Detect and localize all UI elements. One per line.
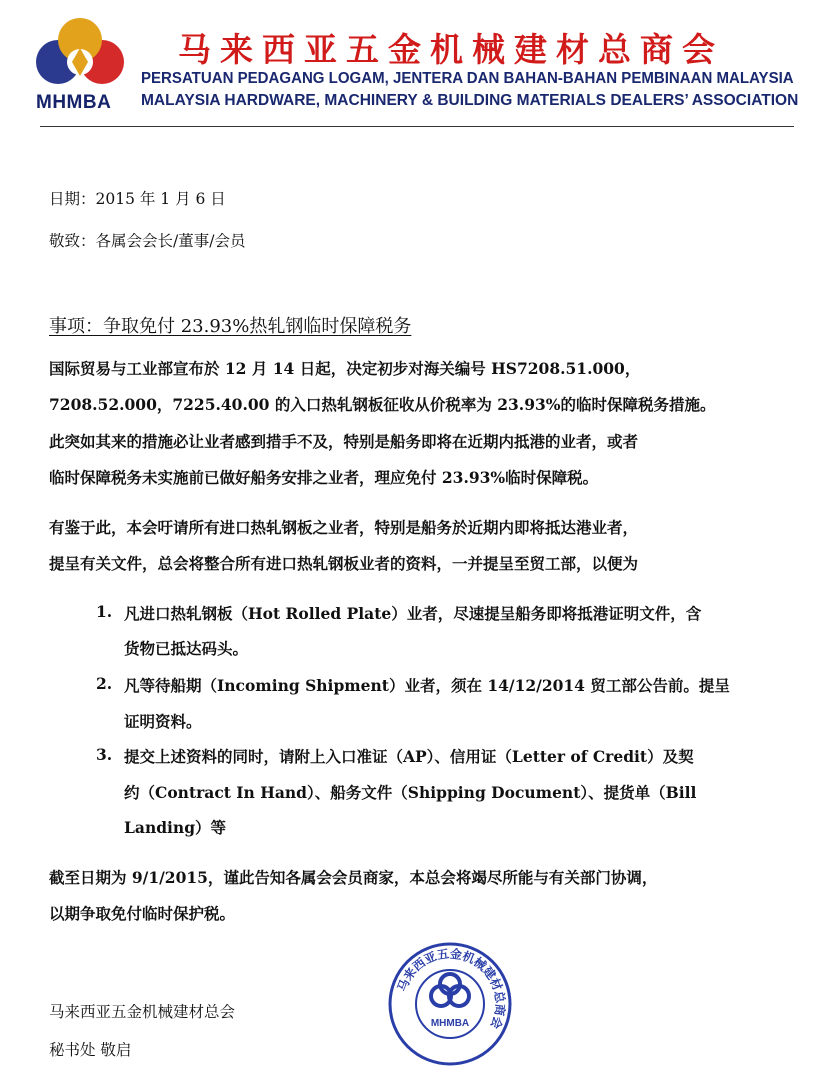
list-item-number: 2. (96, 674, 113, 693)
list-item-line: 提交上述资料的同时，请附上入口准证（AP）、信用证（Letter of Credit）及契 (124, 747, 694, 766)
association-name-chinese: 马来西亚五金机械建材总商会 (178, 30, 724, 69)
seal-ring-text: 马来西亚五金机械建材总商会 (394, 946, 508, 1031)
paragraph-2-line: 有鉴于此，本会吁请所有进口热轧钢板之业者，特别是船务於近期内即将抵达港业者， (49, 518, 639, 537)
list-item-number: 1. (96, 602, 113, 621)
paragraph-2-line: 提呈有关文件，总会将整合所有进口热轧钢板业者的资料，一并提呈至贸工部，以便为 (49, 554, 639, 573)
signature-department: 秘书处 敬启 (49, 1041, 132, 1059)
paragraph-1-line: 临时保障税务未实施前已做好船务安排之业者，理应免付 23.93%临时保障税。 (49, 468, 599, 487)
list-item-line: 凡等待船期（Incoming Shipment）业者，须在 14/12/2014 贸工部公告前。提呈 (124, 676, 730, 695)
list-item-line: 证明资料。 (124, 712, 202, 731)
subject-heading: 事项：争取免付 23.93%热轧钢临时保障税务 (49, 316, 412, 337)
list-item-number: 3. (96, 745, 113, 764)
list-item-line: 凡进口热轧钢板（Hot Rolled Plate）业者，尽速提呈船务即将抵港证明文件，含 (124, 604, 702, 623)
date-line: 日期：2015 年 1 月 6 日 (49, 190, 226, 208)
paragraph-1-line: 国际贸易与工业部宣布於 12 月 14 日起，决定初步对海关编号 HS7208.51.000， (49, 359, 641, 378)
paragraph-1-line: 此突如其来的措施必让业者感到措手不及，特别是船务即将在近期内抵港的业者，或者 (49, 432, 639, 451)
association-seal-icon (386, 940, 514, 1068)
list-item-line: Landing）等 (124, 818, 227, 837)
header-divider (40, 126, 794, 127)
list-item-line: 货物已抵达码头。 (124, 639, 249, 658)
association-name-english: MALAYSIA HARDWARE, MACHINERY & BUILDING MATERIALS DEALERS’ ASSOCIATION (141, 92, 799, 109)
seal-center-text: MHMBA (430, 1018, 470, 1029)
logo-wordmark: MHMBA (36, 92, 112, 113)
recipient-line: 敬致：各属会会长/董事/会员 (49, 232, 246, 250)
signature-organization: 马来西亚五金机械建材总会 (49, 1003, 236, 1021)
letterhead (0, 0, 828, 130)
paragraph-3-line: 以期争取免付临时保护税。 (49, 904, 236, 923)
paragraph-3-line: 截至日期为 9/1/2015，谨此告知各属会会员商家，本总会将竭尽所能与有关部门协调， (49, 868, 658, 887)
list-item-line: 约（Contract In Hand）、船务文件（Shipping Document）、提货单（Bill (124, 783, 697, 802)
paragraph-1-line: 7208.52.000，7225.40.00 的入口热轧钢板征收从价税率为 23.93%的临时保障税务措施。 (49, 395, 716, 414)
association-name-malay: PERSATUAN PEDAGANG LOGAM, JENTERA DAN BAHAN-BAHAN PEMBINAAN MALAYSIA (141, 70, 794, 87)
